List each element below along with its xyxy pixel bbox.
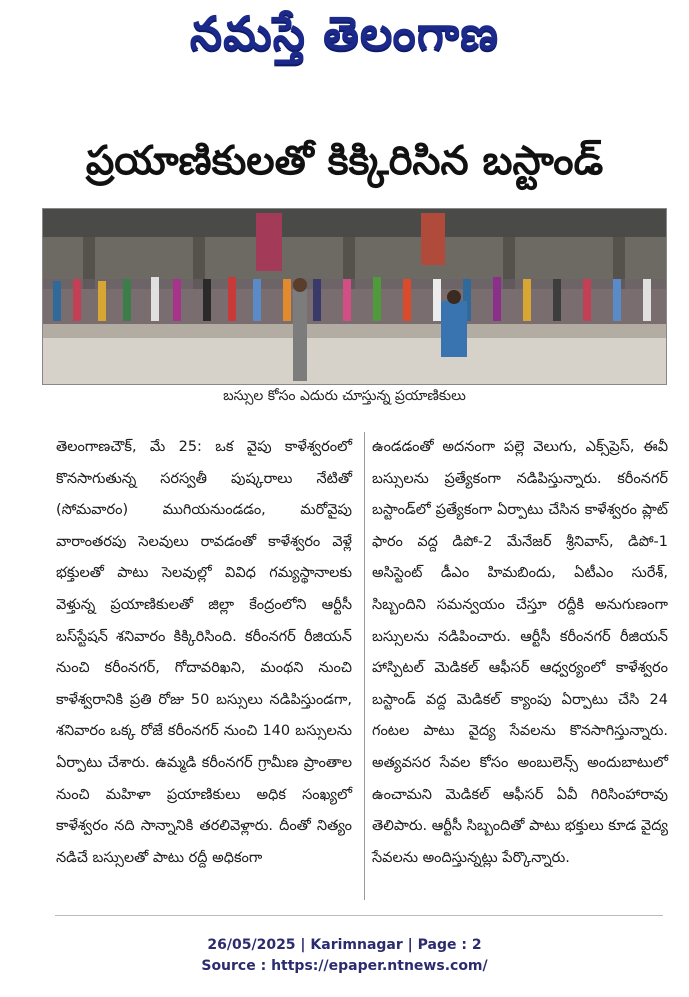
footer-divider [55,915,663,916]
photo-caption: బస్సుల కోసం ఎదురు చూస్తున్న ప్రయాణికులు [223,388,466,404]
source-link[interactable]: Source : https://epaper.ntnews.com/ [201,958,488,974]
bus-station-crowd-photo [43,209,666,384]
article-column-right: ఉండడంతో అదనంగా పల్లె వెలుగు, ఎక్స్‌ప్రెస్, ఈవీ బస్సులను ప్రత్యేకంగా నడిపిస్తున్నారు. కరీంనగర్ బస్టాండ్‌లో ప్రత్యేకంగా ఏర్పాటు చేసిన కాళేశ్వరం ప్లాట్ ఫారం వద్ద డిపో-2 మేనేజర్ శ్రీనివాస్, డిపో-1 అసిస్టెంట్ డీఎం హిమబిందు, ఏటీఎం సురేశ్, సిబ్బందిని సమన్వయం చేస్తూ రద్దీకి అనుగుణంగా బస్సులను నడిపించారు. ఆర్టీసీ కరీంనగర్ రీజియన్ హాస్పిటల్ మెడికల్ ఆఫీసర్ ఆధ్వర్యంలో కాళేశ్వరం బస్టాండ్ వద్ద మెడికల్ క్యాంపు ఏర్పాటు చేసి 24 గంటల పాటు వైద్య సేవలను కొనసాగిస్తున్నారు. అత్యవసర సేవల కోసం అంబులెన్స్ అందుబాటులో ఉంచామని మెడికల్ ఆఫీసర్ ఏవీ గిరిసింహారావు తెలిపారు. ఆర్టీసీ సిబ్బందితో పాటు భక్తులు కూడ వైద్య సేవలను అందిస్తున్నట్లు పేర్కొన్నారు. [372,439,668,866]
edition-info: 26/05/2025 | Karimnagar | Page : 2 [207,937,482,953]
column-divider [364,432,365,900]
news-photo [42,208,667,385]
newspaper-masthead: నమస్తే తెలంగాణ [189,6,500,60]
article-column-left: తెలంగాణచౌక్, మే 25: ఒక వైపు కాళేశ్వరంలో కొనసాగుతున్న సరస్వతీ పుష్కరాలు నేటితో (సోమవారం) ముగియనుండడం, మరోవైపు వారాంతరపు సెలవులు రావడంతో కాళేశ్వరం వెళ్లే భక్తులతో పాటు సెలవుల్లో వివిధ గమ్యస్థానాలకు వెళ్తున్న ప్రయాణికులతో జిల్లా కేంద్రంలోని ఆర్టీసీ బస్‌స్టేషన్ శనివారం కిక్కిరిసింది. కరీంనగర్ రీజియన్ నుంచి కరీంనగర్, గోదావరిఖని, మంథని నుంచి కాళేశ్వరానికి ప్రతి రోజు 50 బస్సులు నడిపిస్తుండగా, శనివారం ఒక్క రోజే కరీంనగర్ నుంచి 140 బస్సులను ఏర్పాటు చేశారు. ఉమ్మడి కరీంనగర్ గ్రామీణ ప్రాంతాల నుంచి మహిళా ప్రయాణికులు అధిక సంఖ్యలో కాళేశ్వరం నది సాన్నానికి తరలివెళ్లారు. దీంతో నిత్యం నడిచే బస్సులతో పాటు రద్దీ అధికంగా [56,439,352,866]
article-headline: ప్రయాణికులతో కిక్కిరిసిన బస్టాండ్ [85,138,604,184]
